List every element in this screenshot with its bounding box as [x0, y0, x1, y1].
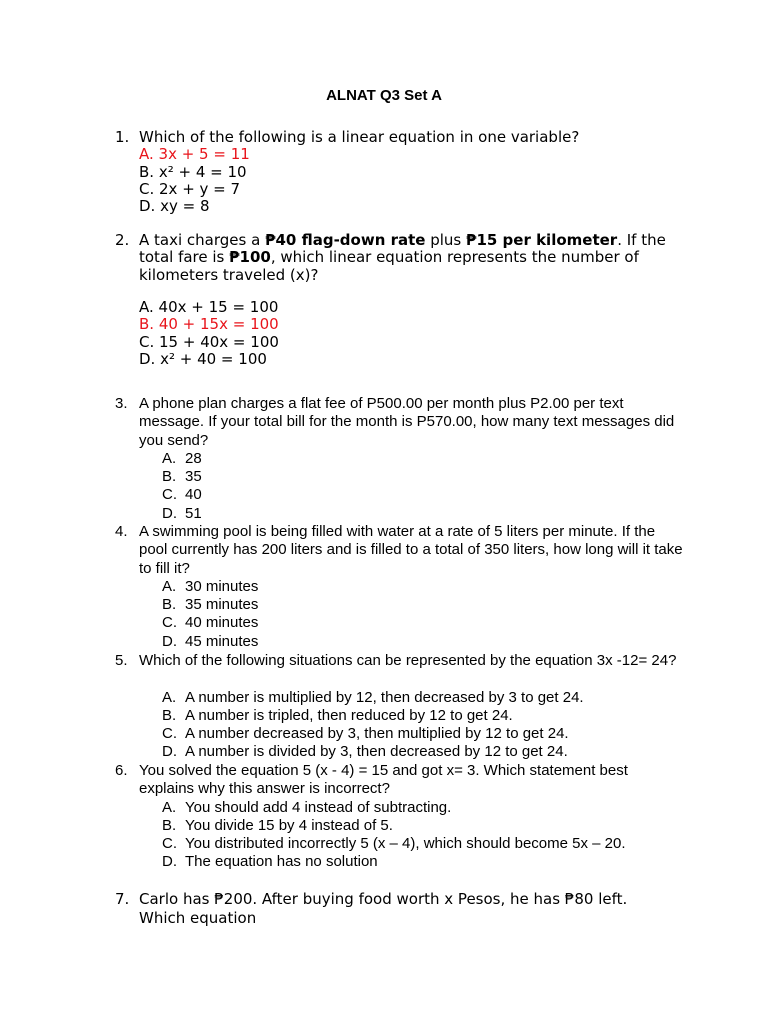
- option-text: 51: [185, 504, 202, 522]
- option-a: [162, 689, 584, 707]
- option-text: 30 minutes: [185, 577, 259, 595]
- option-c: C. 2x + y = 7: [139, 179, 241, 198]
- option-d: [162, 633, 258, 651]
- option-text: A number is multiplied by 12, then decreased by 3 to get 24.: [185, 688, 584, 706]
- option-list: [162, 450, 202, 523]
- option-list: [139, 146, 250, 215]
- option-letter: D.: [162, 853, 177, 871]
- option-d: D. x² + 40 = 100: [139, 349, 267, 368]
- option-c: C. 15 + 40x = 100: [139, 332, 279, 351]
- option-text: 40: [185, 486, 202, 504]
- option-b-answer: B. 40 + 15x = 100: [139, 315, 279, 334]
- question-number: 4.: [115, 523, 128, 540]
- question-number: 1.: [115, 128, 130, 146]
- option-text: A number is divided by 3, then decreased by 12 to get 24.: [185, 743, 568, 761]
- question-text: Which of the following is a linear equation in one variable?: [139, 128, 580, 146]
- text-segment: A taxi charges a: [139, 231, 266, 249]
- option-letter: D.: [162, 632, 177, 650]
- bold-total-fare: ₱100: [229, 248, 271, 267]
- option-letter: C.: [162, 835, 177, 853]
- question-text: You solved the equation 5 (x - 4) = 15 and got x= 3. Which statement best explains why this answer is incorrect?: [139, 762, 628, 798]
- option-text: A number decreased by 3, then multiplied by 12 to get 24.: [185, 725, 569, 743]
- page-title: ALNAT Q3 Set A: [326, 87, 442, 104]
- question-number: 5.: [115, 652, 128, 669]
- question-text: [139, 232, 679, 284]
- bold-flag-down-rate: ₱40 flag-down rate: [265, 231, 426, 249]
- option-letter: D.: [162, 504, 177, 522]
- question-number: 7.: [115, 890, 130, 908]
- option-text: A number is tripled, then reduced by 12 to get 24.: [185, 706, 513, 724]
- option-b: [162, 596, 258, 614]
- option-letter: B.: [162, 596, 177, 614]
- option-a-answer: A. 3x + 5 = 11: [139, 145, 250, 164]
- option-letter: A.: [162, 798, 177, 816]
- question-text: Carlo has ₱200. After buying food worth x Pesos, he has ₱80 left. Which equation: [139, 890, 628, 927]
- option-letter: A.: [162, 449, 177, 467]
- option-text: You divide 15 by 4 instead of 5.: [185, 816, 393, 834]
- option-c: [162, 614, 258, 632]
- option-text: 35 minutes: [185, 596, 259, 614]
- option-b: [162, 817, 626, 835]
- option-text: You should add 4 instead of subtracting.: [185, 798, 452, 816]
- option-text: 40 minutes: [185, 614, 259, 632]
- option-list: [162, 578, 258, 651]
- option-b: B. x² + 4 = 10: [139, 162, 247, 181]
- option-letter: A.: [162, 688, 177, 706]
- option-a: [162, 799, 626, 817]
- option-b: [162, 468, 202, 486]
- option-text: 35: [185, 468, 202, 486]
- question-text: Which of the following situations can be represented by the equation 3x -12= 24?: [139, 652, 677, 669]
- option-a: [162, 578, 258, 596]
- option-list: [162, 689, 584, 762]
- option-letter: B.: [162, 706, 177, 724]
- text-segment: , which linear equation represents the number of kilometers traveled (x)?: [139, 248, 639, 284]
- option-letter: B.: [162, 468, 177, 486]
- option-letter: D.: [162, 743, 177, 761]
- text-segment: plus: [425, 231, 467, 249]
- option-c: [162, 835, 626, 853]
- option-d: [162, 505, 202, 523]
- question-number: 2.: [115, 231, 130, 249]
- option-text: You distributed incorrectly 5 (x – 4), which should become 5x – 20.: [185, 835, 626, 853]
- option-b: [162, 707, 584, 725]
- option-c: [162, 486, 202, 504]
- option-text: 28: [185, 449, 202, 467]
- option-list: [162, 799, 626, 872]
- option-letter: C.: [162, 725, 177, 743]
- option-d: [162, 743, 584, 761]
- option-a: [162, 450, 202, 468]
- option-c: [162, 725, 584, 743]
- option-d: D. xy = 8: [139, 197, 210, 216]
- bold-per-kilometer: ₱15 per kilometer: [466, 231, 618, 249]
- option-a: A. 40x + 15 = 100: [139, 298, 279, 316]
- text-segment: . If the total fare is: [139, 231, 666, 267]
- option-d: [162, 853, 626, 871]
- option-text: The equation has no solution: [185, 853, 378, 871]
- option-letter: C.: [162, 486, 177, 504]
- option-list: [139, 299, 279, 368]
- option-letter: A.: [162, 577, 177, 595]
- option-text: 45 minutes: [185, 632, 259, 650]
- question-text: A phone plan charges a flat fee of P500.00 per month plus P2.00 per text message. If your total bill for the month is P570.00, how many text messages did you send?: [139, 395, 675, 449]
- question-text: A swimming pool is being filled with water at a rate of 5 liters per minute. If the pool currently has 200 liters and is filled to a total of 350 liters, how long will it take to fill it?: [139, 523, 683, 577]
- option-letter: C.: [162, 614, 177, 632]
- question-number: 6.: [115, 762, 128, 779]
- question-number: 3.: [115, 395, 128, 412]
- option-letter: B.: [162, 816, 177, 834]
